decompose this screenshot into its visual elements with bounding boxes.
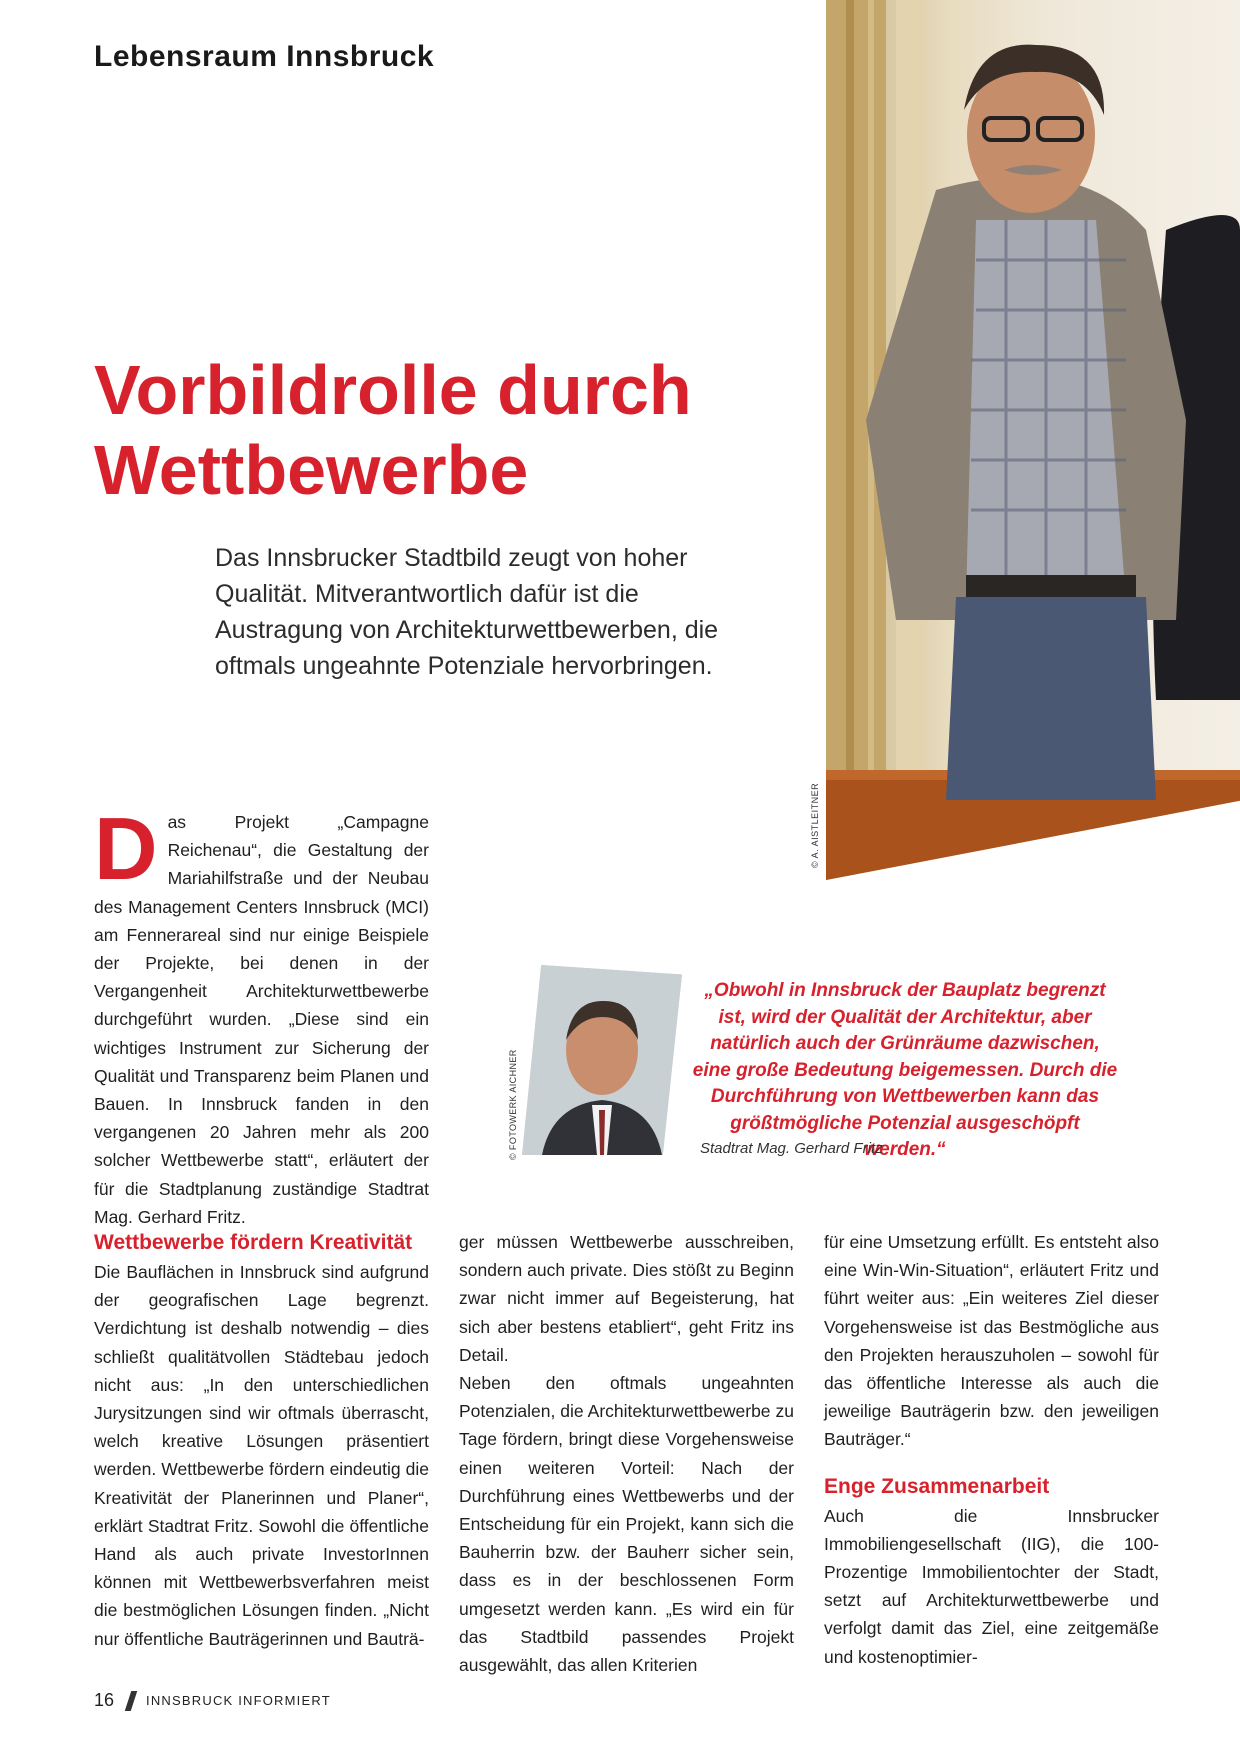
- column-2: [459, 1228, 794, 1679]
- subhead-kreativitaet: Wettbewerbe fördern Kreativität: [94, 1231, 413, 1254]
- title-line-1: Vorbildrolle durch: [94, 351, 692, 429]
- column-3-text-2: Auch die Innsbrucker Immobiliengesellschaft (IIG), die 100-Prozentige Immobilientochter der Stadt, setzt auf Architekturwettbewerbe und verfolgt damit das Ziel, eine zeitgemäße und kostenoptimier-: [824, 1505, 1159, 1667]
- column-2-text-2: Neben den oftmals ungeahnten Potenzialen, die Architekturwettbewerbe zu Tage fördern, bringt diese Vorgehensweise einen weiteren Vorteil: Nach der Durchführung eines Wettbewerbs und der Entscheidung für ein Projekt, kann sich die Bauherrin bzw. der Bauherr sicher sein, dass es in der beschlossenen Form umgesetzt werden kann. „Es wird ein für das Stadtbild passendes Projekt ausgewählt, das allen Kriterien: [459, 1373, 794, 1676]
- photo-credit-main: © A. AISTLEITNER: [810, 782, 820, 868]
- portrait-illustration: [522, 965, 682, 1155]
- portrait-photo: [522, 965, 682, 1155]
- page-number: 16: [94, 1690, 115, 1710]
- photo-credit-quote: © FOTOWERK AICHNER: [508, 1049, 518, 1160]
- subhead-zusammenarbeit: Enge Zusammenarbeit: [824, 1474, 1050, 1498]
- article-title: [94, 350, 734, 510]
- column-3: [824, 1228, 1159, 1671]
- title-line-2: Wettbewerbe: [94, 431, 529, 509]
- footer-divider: [125, 1691, 137, 1711]
- intro-paragraph: [94, 799, 429, 1231]
- page-footer: [94, 1690, 331, 1711]
- drop-cap: D: [94, 799, 158, 898]
- column-1: [94, 1228, 429, 1653]
- main-photo-illustration: [826, 0, 1240, 880]
- column-3-text-1: für eine Umsetzung erfüllt. Es entsteht also eine Win-Win-Situation“, erläutert Fritz und führt weiter aus: „Ein weiteres Ziel dieser Vorgehensweise ist das Bestmögliche aus den Projekten herauszuholen – sowohl für das öffentliche Interesse als auch die jeweilige Bauträgerin bzw. den jeweiligen Bauträger.“: [824, 1232, 1159, 1450]
- article-lead: Das Innsbrucker Stadtbild zeugt von hoher Qualität. Mitverantwortlich dafür ist die Austragung von Architekturwettbewerben, die oftmals ungeahnte Potenziale hervorbringen.: [215, 544, 719, 680]
- section-header: Lebensraum Innsbruck: [94, 40, 435, 73]
- pull-quote: „Obwohl in Innsbruck der Bauplatz begrenzt ist, wird der Qualität der Architektur, aber natürlich auch der Grünräume dazwischen, eine große Bedeutung beigemessen. Durch die Durchführung von Wettbewerben kann das größtmögliche Potenzial ausgeschöpft werden.“: [692, 980, 1118, 1160]
- main-photo: [826, 0, 1240, 880]
- column-1-text: Die Bauflächen in Innsbruck sind aufgrund der geografischen Lage begrenzt. Verdichtung ist deshalb notwendig – dies schließt qualitätvollen Städtebau jedoch nicht aus: „In den unterschiedlichen Jurysitzungen sind wir oftmals überrascht, welch kreative Lösungen präsentiert werden. Wettbewerbe fördern eindeutig die Kreativität der Planerinnen und Planer“, erklärt Stadtrat Fritz. Sowohl die öffentliche Hand als auch private InvestorInnen können mit Wettbewerbsverfahren meist die bestmöglichen Lösungen finden. „Nicht nur öffentliche Bauträgerinnen und Bauträ-: [94, 1262, 429, 1649]
- column-2-text-1: ger müssen Wettbewerbe ausschreiben, sondern auch private. Dies stößt zu Beginn zwar nicht immer auf Begeisterung, hat sich aber bestens etabliert“, geht Fritz ins Detail.: [459, 1232, 794, 1365]
- quote-attribution: Stadtrat Mag. Gerhard Fritz: [700, 1140, 883, 1157]
- intro-text: as Projekt „Campagne Reichenau“, die Gestaltung der Mariahilfstraße und der Neubau des Management Centers Innsbruck (MCI) am Fennerareal sind nur einige Beispiele der Projekte, bei denen in der Vergangenheit Architekturwettbewerbe durchgeführt wurden. „Diese sind ein wichtiges Instrument zur Sicherung der Qualität und Transparenz beim Planen und Bauen. In Innsbruck fanden in den vergangenen 20 Jahren mehr als 200 solcher Wettbewerbe statt“, erläutert der für die Stadtplanung zuständige Stadtrat Mag. Gerhard Fritz.: [94, 812, 429, 1227]
- publication-name: INNSBRUCK INFORMIERT: [146, 1693, 331, 1708]
